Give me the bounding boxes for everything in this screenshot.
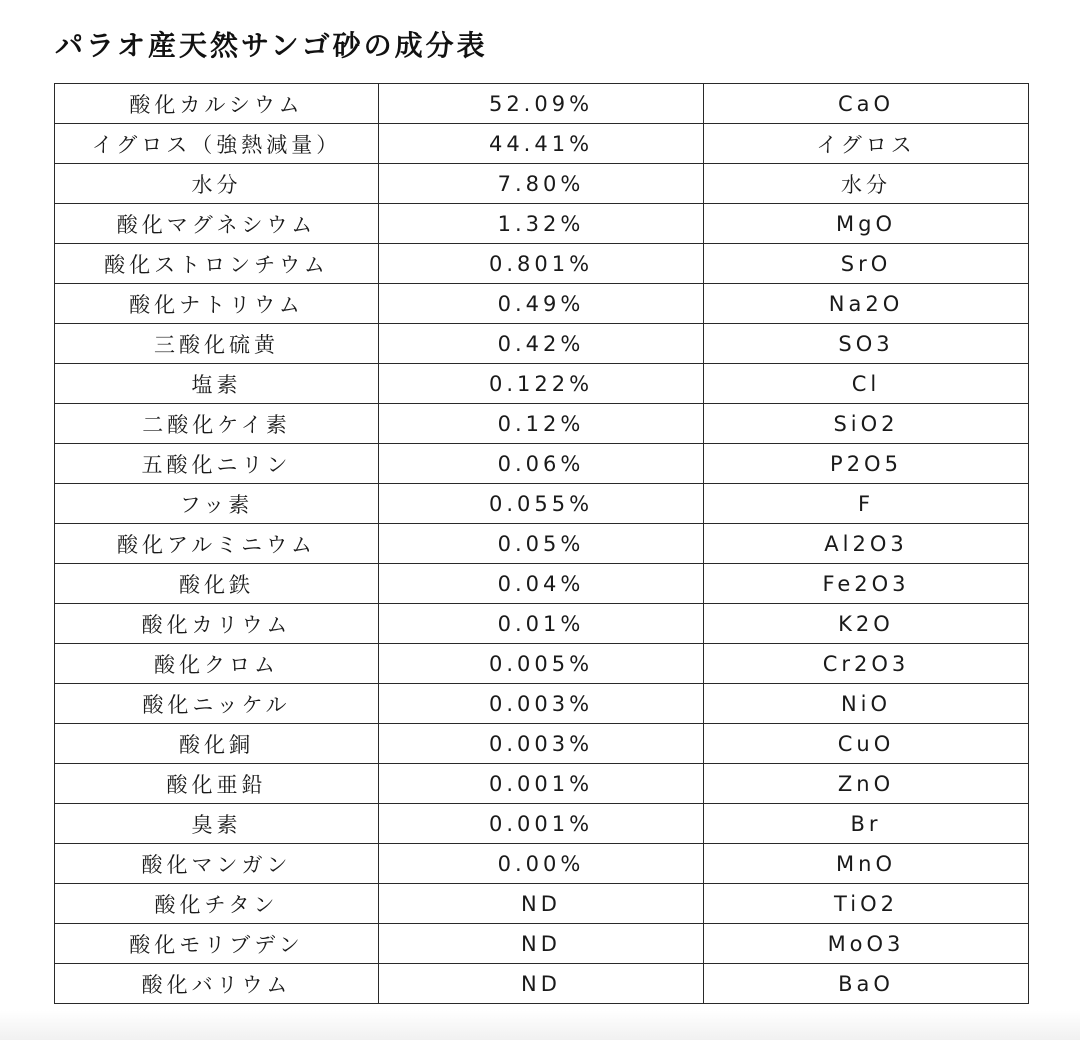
component-formula: NiO — [704, 684, 1029, 724]
component-percentage: 0.00% — [379, 844, 704, 884]
table-row — [55, 644, 1029, 684]
component-formula: Cr2O3 — [704, 644, 1029, 684]
component-formula: CaO — [704, 84, 1029, 124]
component-formula: ZnO — [704, 764, 1029, 804]
table-row — [55, 804, 1029, 844]
component-name: 酸化ナトリウム — [55, 284, 379, 324]
component-name: 酸化亜鉛 — [55, 764, 379, 804]
table-row — [55, 844, 1029, 884]
component-formula: Cl — [704, 364, 1029, 404]
table-row — [55, 324, 1029, 364]
component-percentage: 0.003% — [379, 724, 704, 764]
table-row — [55, 84, 1029, 124]
component-formula: Br — [704, 804, 1029, 844]
component-name: 二酸化ケイ素 — [55, 404, 379, 444]
component-name: 塩素 — [55, 364, 379, 404]
component-formula: CuO — [704, 724, 1029, 764]
component-formula: SO3 — [704, 324, 1029, 364]
component-name: 酸化カルシウム — [55, 84, 379, 124]
component-name: 酸化チタン — [55, 884, 379, 924]
component-name: 酸化ニッケル — [55, 684, 379, 724]
component-name: 酸化モリブデン — [55, 924, 379, 964]
component-name: 酸化カリウム — [55, 604, 379, 644]
component-percentage: 0.05% — [379, 524, 704, 564]
table-row — [55, 244, 1029, 284]
table-row — [55, 284, 1029, 324]
component-percentage: 0.122% — [379, 364, 704, 404]
component-percentage: 7.80% — [379, 164, 704, 204]
component-name: 臭素 — [55, 804, 379, 844]
table-row — [55, 364, 1029, 404]
component-name: 五酸化ニリン — [55, 444, 379, 484]
table-row — [55, 164, 1029, 204]
table-row — [55, 404, 1029, 444]
component-percentage: 44.41% — [379, 124, 704, 164]
component-percentage: 0.01% — [379, 604, 704, 644]
component-formula: SiO2 — [704, 404, 1029, 444]
component-formula: TiO2 — [704, 884, 1029, 924]
component-name: 酸化ストロンチウム — [55, 244, 379, 284]
component-name: 酸化マンガン — [55, 844, 379, 884]
component-percentage: 0.12% — [379, 404, 704, 444]
component-name: 三酸化硫黄 — [55, 324, 379, 364]
component-percentage: ND — [379, 924, 704, 964]
component-name: 酸化鉄 — [55, 564, 379, 604]
component-name: 酸化クロム — [55, 644, 379, 684]
component-formula: Al2O3 — [704, 524, 1029, 564]
table-row — [55, 124, 1029, 164]
component-percentage: 52.09% — [379, 84, 704, 124]
table-row — [55, 604, 1029, 644]
table-row — [55, 964, 1029, 1004]
component-percentage: 0.42% — [379, 324, 704, 364]
composition-table — [54, 83, 1029, 1004]
component-percentage: ND — [379, 884, 704, 924]
component-formula: MnO — [704, 844, 1029, 884]
component-formula: F — [704, 484, 1029, 524]
table-row — [55, 564, 1029, 604]
component-percentage: 0.003% — [379, 684, 704, 724]
component-formula: P2O5 — [704, 444, 1029, 484]
table-row — [55, 444, 1029, 484]
component-name: 酸化アルミニウム — [55, 524, 379, 564]
component-percentage: 0.04% — [379, 564, 704, 604]
component-name: イグロス（強熱減量） — [55, 124, 379, 164]
table-row — [55, 924, 1029, 964]
component-formula: BaO — [704, 964, 1029, 1004]
component-percentage: 0.001% — [379, 804, 704, 844]
component-formula: イグロス — [704, 124, 1029, 164]
component-formula: SrO — [704, 244, 1029, 284]
component-percentage: 0.06% — [379, 444, 704, 484]
component-formula: K2O — [704, 604, 1029, 644]
composition-table-body — [55, 84, 1029, 1004]
component-percentage: 1.32% — [379, 204, 704, 244]
component-name: 水分 — [55, 164, 379, 204]
component-formula: 水分 — [704, 164, 1029, 204]
component-name: 酸化銅 — [55, 724, 379, 764]
table-row — [55, 204, 1029, 244]
table-row — [55, 484, 1029, 524]
table-row — [55, 684, 1029, 724]
component-formula: MoO3 — [704, 924, 1029, 964]
component-percentage: 0.001% — [379, 764, 704, 804]
table-row — [55, 724, 1029, 764]
component-name: フッ素 — [55, 484, 379, 524]
page-title: パラオ産天然サンゴ砂の成分表 — [55, 29, 488, 62]
component-percentage: 0.49% — [379, 284, 704, 324]
component-formula: Na2O — [704, 284, 1029, 324]
component-percentage: 0.005% — [379, 644, 704, 684]
table-row — [55, 884, 1029, 924]
table-row — [55, 524, 1029, 564]
table-row — [55, 764, 1029, 804]
component-name: 酸化マグネシウム — [55, 204, 379, 244]
component-formula: MgO — [704, 204, 1029, 244]
component-formula: Fe2O3 — [704, 564, 1029, 604]
component-percentage: 0.055% — [379, 484, 704, 524]
component-percentage: 0.801% — [379, 244, 704, 284]
component-percentage: ND — [379, 964, 704, 1004]
component-name: 酸化バリウム — [55, 964, 379, 1004]
